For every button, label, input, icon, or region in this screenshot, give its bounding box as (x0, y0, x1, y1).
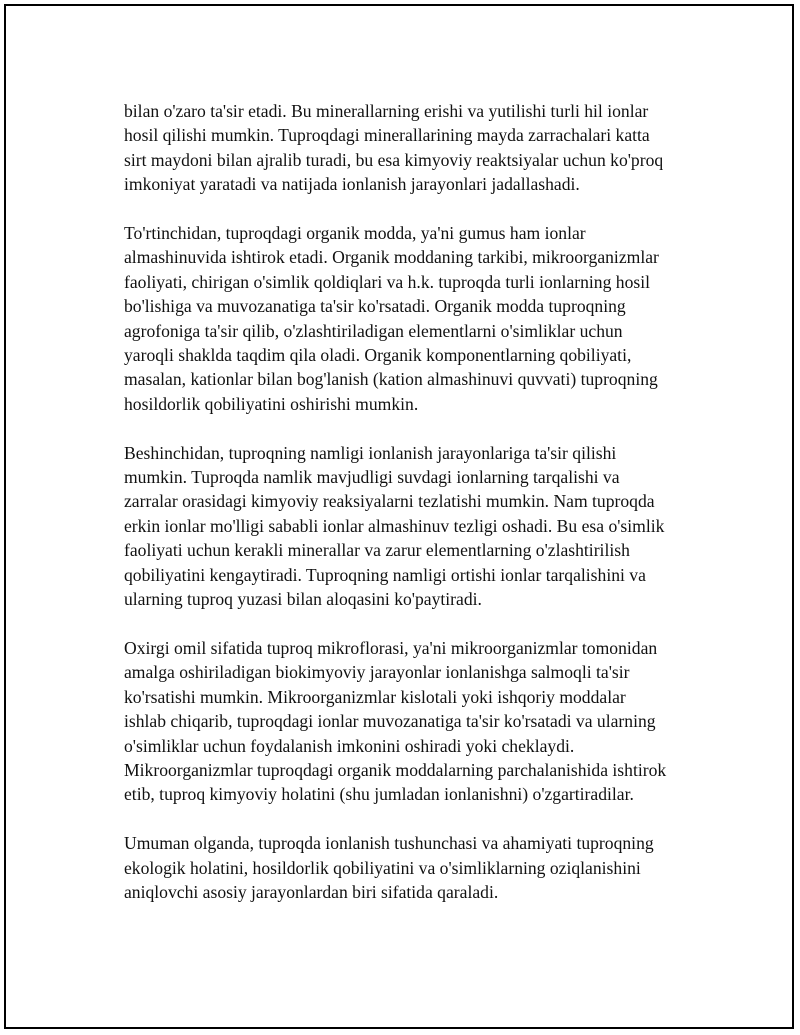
text-line: Beshinchidan, tuproqning namligi ionlanish jarayonlariga ta'sir qilishi (124, 442, 617, 463)
text-line: hosil qilishi mumkin. Tuproqdagi minerallarining mayda zarrachalari katta (124, 125, 650, 146)
text-line: Oxirgi omil sifatida tuproq mikroflorasi, ya'ni mikroorganizmlar tomonidan (124, 637, 658, 658)
text-line: almashinuvida ishtirok etadi. Organik moddaning tarkibi, mikroorganizmlar (124, 247, 659, 268)
text-line: amalga oshiriladigan biokimyoviy jarayonlar ionlanishga salmoqli ta'sir (124, 662, 630, 683)
paragraph (124, 221, 699, 416)
text-line: hosildorlik qobiliyatini oshirishi mumkin. (124, 393, 419, 414)
text-line: imkoniyat yaratadi va natijada ionlanish jarayonlari jadallashadi. (124, 174, 580, 195)
text-line: yaroqli shaklda taqdim qila oladi. Organik komponentlarning qobiliyati, (124, 345, 632, 366)
text-line: ko'rsatishi mumkin. Mikroorganizmlar kislotali yoki ishqoriy moddalar (124, 686, 626, 707)
text-line: ekologik holatini, hosildorlik qobiliyatini va o'simliklarning oziqlanishini (124, 857, 641, 878)
text-line: qobiliyatini kengaytiradi. Tuproqning namligi ortishi ionlar tarqalishini va (124, 564, 646, 585)
text-line: aniqlovchi asosiy jarayonlardan biri sifatida qaraladi. (124, 881, 499, 902)
text-line: ishlab chiqarib, tuproqdagi ionlar muvozanatiga ta'sir ko'rsatadi va ularning (124, 711, 656, 732)
text-line: To'rtinchidan, tuproqdagi organik modda, ya'ni gumus ham ionlar (124, 223, 586, 244)
text-line: masalan, kationlar bilan bog'lanish (kation almashinuvi quvvati) tuproqning (124, 369, 658, 390)
text-line: ularning tuproq yuzasi bilan aloqasini ko'paytiradi. (124, 589, 482, 610)
paragraph (124, 99, 699, 197)
text-line: zarralar orasidagi kimyoviy reaksiyalarni tezlatishi mumkin. Nam tuproqda (124, 491, 655, 512)
text-line: Umuman olganda, tuproqda ionlanish tushunchasi va ahamiyati tuproqning (124, 833, 654, 854)
text-line: erkin ionlar mo'lligi sababli ionlar almashinuv tezligi oshadi. Bu esa o'simlik (124, 515, 665, 536)
text-line: sirt maydoni bilan ajralib turadi, bu esa kimyoviy reaktsiyalar uchun ko'proq (124, 149, 664, 170)
paragraph (124, 831, 699, 904)
text-line: bilan o'zaro ta'sir etadi. Bu minerallarning erishi va yutilishi turli hil ionlar (124, 101, 649, 121)
text-line: faoliyati uchun kerakli minerallar va zarur elementlarning o'zlashtirilish (124, 540, 630, 561)
text-line: mumkin. Tuproqda namlik mavjudligi suvdagi ionlarning tarqalishi va (124, 467, 620, 488)
text-line: agrofoniga ta'sir qilib, o'zlashtiriladigan elementlarni o'simliklar uchun (124, 320, 623, 341)
text-line: Mikroorganizmlar tuproqdagi organik moddalarning parchalanishida ishtirok (124, 759, 667, 780)
paragraph (124, 636, 699, 807)
text-line: o'simliklar uchun foydalanish imkonini oshiradi yoki cheklaydi. (124, 735, 575, 756)
text-line: bo'lishiga va muvozanatiga ta'sir ko'rsatadi. Organik modda tuproqning (124, 296, 626, 317)
paragraph (124, 441, 699, 612)
document-body (124, 99, 699, 929)
text-line: faoliyati, chirigan o'simlik qoldiqlari va h.k. tuproqda turli ionlarning hosil (124, 271, 651, 292)
page-frame (4, 4, 794, 1029)
text-line: etib, tuproq kimyoviy holatini (shu jumladan ionlanishni) o'zgartiradilar. (124, 784, 634, 805)
